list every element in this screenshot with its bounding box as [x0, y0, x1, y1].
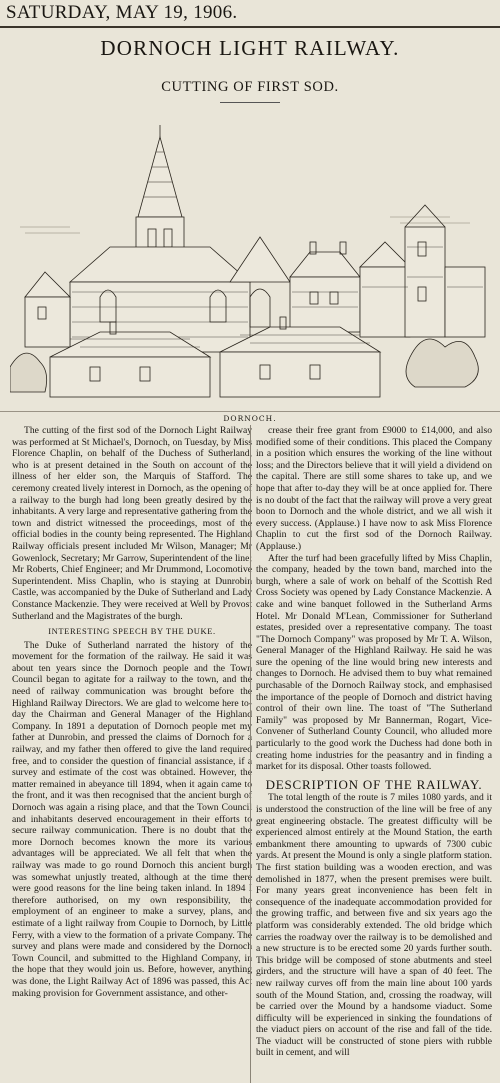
column-rule — [250, 425, 251, 1083]
header-rule — [0, 26, 500, 28]
headline: DORNOCH LIGHT RAILWAY. — [100, 36, 400, 60]
article-paragraph: The cutting of the first sod of the Dornoch Light Railway was performed at St Michael's, Dornoch, on Tuesday, by Miss Florence Chaplin, on behalf of the Duchess of Sutherland, who is at present detained in the South on account of the illness of her elder son, the Marquis of Stafford. The ceremony created lively interest in Dornoch, as the opening of a railway to the burgh had long been greatly desired by the inhabitants. A very large and representative gathering from the town and district witnessed the proceedings, most of the official bodies in the county being represented. The Highland Railway officials present included Mr Wilson, Manager; Mr Gowenlock, Secretary; Mr Garrow, Superintendent of the line; Mr Roberts, Chief Engineer; and Mr Drummond, Locomotive Superintendent. Miss Chaplin, who is staying at Dunrobin Castle, was accompanied by the Duke of Sutherland and Lady Constance Mackenzie. They were received at Well by Provost Sutherland and the Magistrates of the burgh. — [12, 425, 252, 622]
article-column-right — [256, 425, 492, 1059]
illustration-caption: DORNOCH. — [223, 414, 277, 423]
dateline: SATURDAY, MAY 19, 1906. — [6, 2, 238, 23]
article-column-left — [12, 425, 252, 999]
subheadline: CUTTING OF FIRST SOD. — [161, 79, 339, 95]
crosshead: INTERESTING SPEECH BY THE DUKE. — [48, 626, 216, 637]
article-paragraph: After the turf had been gracefully lifted by Miss Chaplin, the company, headed by the town band, marched into the burgh, where a sale of work on behalf of the Scottish Red Cross Society was opened by Lady Constance Mackenzie. A cake and wine banquet followed in the Sutherland Arms Hotel. Mr Donald M'Lean, Commissioner for Sutherland estates, presided over a representative company. The toast "The Dornoch Company" was proposed by Mr T. A. Wilson, General Manager of the Highland Railway. He said he was sure the opening of the line would bring new interests and changes to Dornoch. He advised them to buy what remained purchasable of the Dornoch Railway stock, and emphasised the importance of the people of Dornoch and district having control of their own line. The toast of "The Sutherland Family" was proposed by Mr Bannerman, Rogart, Vice-Convener of Sutherland County Council, who alluded more particularly to the good work the Duchess had done both in creating home industries for the peasantry and in finding a market for its disposal. Other toasts followed. — [256, 552, 492, 773]
fold-line — [0, 411, 500, 412]
section-heading: DESCRIPTION OF THE RAILWAY. — [265, 776, 483, 792]
town-engraving-illustration — [10, 107, 490, 412]
article-paragraph: The total length of the route is 7 miles 1080 yards, and it is understood the construction of the line will be free of any great engineering obstacle. The greatest difficulty will be experienced almost entirely at the Mound Station, the earth embankment there amounting to upwards of 7300 cubic yards. At present the Mound is only a single platform station. The first station building was a wooden erection, and was demolished in 1877, when the present premises were built. For many years great inconvenience has been felt in consequence of the inadequate accommodation provided for the growing traffic, and between five and six years ago the platform was considerably extended. The old bridge which carries the roadway over the railway is to be demolished and a new structure is to be erected some 20 yards further south. This bridge will be composed of stone abutments and steel girders, and the structure will have a span of 40 feet. The new railway curves off from the main line about 100 yards south of the Mound Station, and, crossing the roadway, will be carried over the Mound by a handsome viaduct. Some difficulty will be experienced in sinking the foundations of the viaduct piers on account of the rise and fall of the tide. The viaduct will be constructed of stone piers with rubble built in cement, and will — [256, 792, 492, 1059]
article-paragraph: crease their free grant from £9000 to £14,000, and also modified some of their conditions. This placed the Company in a position which ensures the working of the line without loss; and the Directors believe that it will yield a dividend on the capital. There are still some shares to take up, and we hope that after to-day they will be at once applied for. There is no doubt of the fact that the railway will prove a very great boon to Dornoch and the whole district, and we all wish it every success. (Applause.) I have now to ask Miss Florence Chaplin to cut the first sod of the Dornoch Railway. (Applause.) — [256, 425, 492, 552]
subheadline-rule — [220, 102, 280, 103]
article-paragraph: The Duke of Sutherland narrated the history of the movement for the formation of the railway. He said it was about ten years since the Dornoch people and the Town Council began to agitate for a railway to the town, and the need of railway communication was brought before the Highland Railway Directors. We are glad to welcome here to-day the Chairman and General Manager of the Highland Company. In 1891 a deputation of Dornoch people met my father at Dunrobin, and pressed the claims of Dornoch for a railway, and my father then offered to give the land required free, and to consider the question of financial assistance, if a survey and estimate of the cost was obtained. However, the matter remained in abeyance till 1894, when it again came to the front, and it was then recognised that the ancient burgh of Dornoch was again a rising place, and that the Town Council and inhabitants deserved encouragement in their efforts to secure railway communication. There is no doubt that the more Dornoch becomes known the more its various advantages will be appreciated. We all felt that when the railway was made to go round Dornoch this ancient burgh was somewhat unjustly treated, although at the time there were good reasons for the line being taken inland. In 1894 I therefore authorised, on my own responsibility, the employment of an engineer to make a survey, plans, and estimate of a light railway from Coupie to Dornoch, by Little Ferry, with a view to the formation of a private Company. The survey and plans were made and considered by the Dornoch Town Council, and submitted to the Highland Company, in the hope that they would join us. Before, however, anything was done, the Light Railway Act of 1896 was passed, this Act making provision for Government assistance, and other- — [12, 639, 252, 999]
